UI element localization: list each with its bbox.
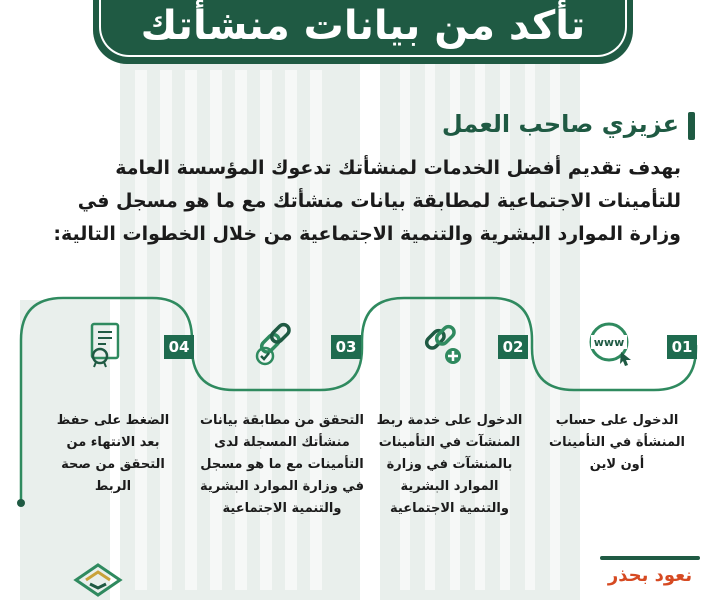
step-4-line: الضغط على حفظ — [56, 413, 170, 428]
step-4-number: 04 — [164, 335, 194, 359]
step-3-text — [196, 410, 368, 520]
link-add-icon — [417, 318, 467, 368]
www-globe-icon — [585, 318, 635, 368]
page-title: تأكد من بيانات منشأتك — [140, 2, 586, 49]
greeting-heading: عزيزي صاحب العمل — [441, 110, 679, 138]
step-1-line: المنشأة في التأمينات — [549, 435, 685, 450]
step-2-line: الدخول على خدمة ربط — [376, 413, 523, 428]
step-3-number: 03 — [331, 335, 361, 359]
step-4-line: التحقق من صحة — [61, 457, 165, 472]
step-1-line: الدخول على حساب — [555, 413, 679, 428]
greeting-accent-bar — [688, 112, 695, 140]
link-check-icon — [250, 318, 300, 368]
step-3-line: التحقق من مطابقة بيانات — [199, 413, 365, 428]
step-2-line: الموارد البشرية — [400, 479, 499, 494]
svg-text:www: www — [593, 336, 625, 349]
intro-line: وزارة الموارد البشرية والتنمية الاجتماعية من خلال الخطوات التالية: — [53, 223, 681, 245]
title-frame — [99, 0, 627, 57]
title-banner — [93, 0, 633, 64]
step-2-line: المنشآت في التأمينات — [378, 435, 521, 450]
step-3-line: والتنمية الاجتماعية — [222, 501, 342, 516]
document-stamp-icon — [80, 318, 130, 368]
step-4-text — [38, 410, 188, 498]
step-4-line: بعد الانتهاء من — [66, 435, 160, 450]
intro-line: للتأمينات الاجتماعية لمطابقة بيانات منشأتك مع ما هو مسجل في — [77, 190, 681, 212]
step-1-text — [542, 410, 692, 476]
step-2-line: بالمنشآت في وزارة — [386, 457, 513, 472]
step-2-number: 02 — [498, 335, 528, 359]
step-4-line: الربط — [94, 479, 132, 494]
step-3-line: التأمينات مع ما هو مسجل — [200, 457, 364, 472]
step-3-line: في وزارة الموارد البشرية — [200, 479, 364, 494]
intro-paragraph — [26, 152, 681, 251]
brand-tagline: نعود بحذر — [607, 564, 693, 586]
step-1-number: 01 — [667, 335, 697, 359]
step-2-line: والتنمية الاجتماعية — [390, 501, 509, 516]
step-2-text — [372, 410, 527, 520]
step-3-line: منشأتك المسجلة لدى — [214, 435, 350, 450]
step-1-line: أون لاين — [589, 457, 645, 472]
gosi-logo-icon — [72, 563, 124, 597]
intro-line: بهدف تقديم أفضل الخدمات لمنشأتك تدعوك المؤسسة العامة — [115, 157, 681, 179]
